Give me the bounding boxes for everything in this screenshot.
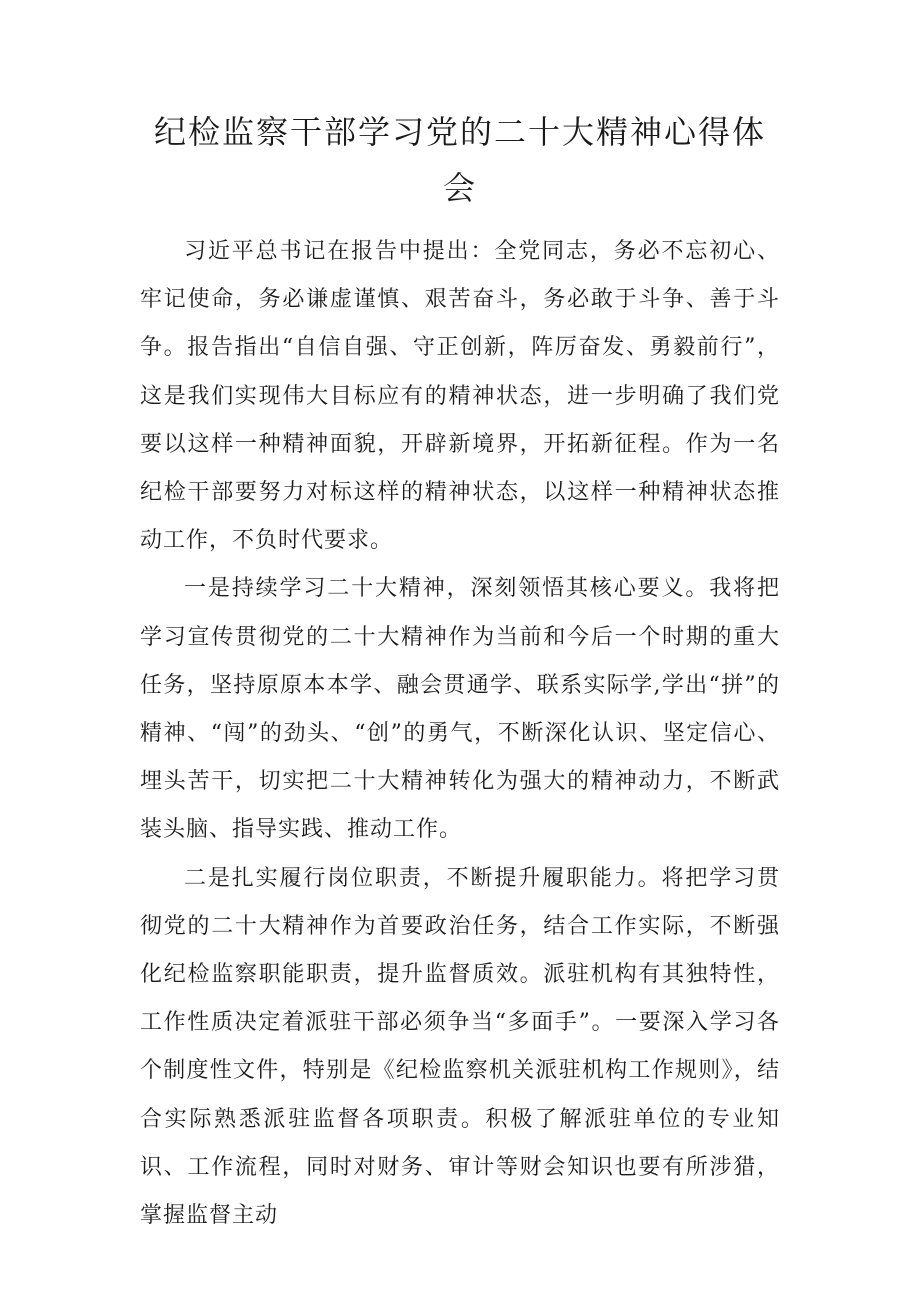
document-title: 纪检监察干部学习党的二十大精神心得体会	[153, 113, 766, 207]
paragraph-2: 一是持续学习二十大精神，深刻领悟其核心要义。我将把学习宣传贯彻党的二十大精神作为当前和今后一个时期的重大任务，坚持原原本本学、融会贯通学、联系实际学,学出“拼”的精神、“闯”的劲头、“创”的勇气，不断深化认识、坚定信心、埋头苦干，切实把二十大精神转化为强大的精神动力，不断武装头脑、指导实践、推动工作。	[140, 576, 780, 843]
paragraph-1: 习近平总书记在报告中提出：全党同志，务必不忘初心、牢记使命，务必谦虚谨慎、艰苦奋斗，务必敢于斗争、善于斗争。报告指出“自信自强、守正创新，阵厉奋发、勇毅前行”，这是我们实现伟大目标应有的精神状态，进一步明确了我们党要以这样一种精神面貌，开辟新境界，开拓新征程。作为一名纪检干部要努力对标这样的精神状态，以这样一种精神状态推动工作，不负时代要求。	[140, 239, 780, 554]
document-body	[140, 228, 780, 1240]
paragraph-3: 二是扎实履行岗位职责，不断提升履职能力。将把学习贯彻党的二十大精神作为首要政治任务，结合工作实际，不断强化纪检监察职能职责，提升监督质效。派驻机构有其独特性，工作性质决定着派驻干部必须争当“多面手”。一要深入学习各个制度性文件，特别是《纪检监察机关派驻机构工作规则》，结合实际熟悉派驻监督各项职责。积极了解派驻单位的专业知识、工作流程，同时对财务、审计等财会知识也要有所涉猎，掌握监督主动	[140, 865, 780, 1229]
